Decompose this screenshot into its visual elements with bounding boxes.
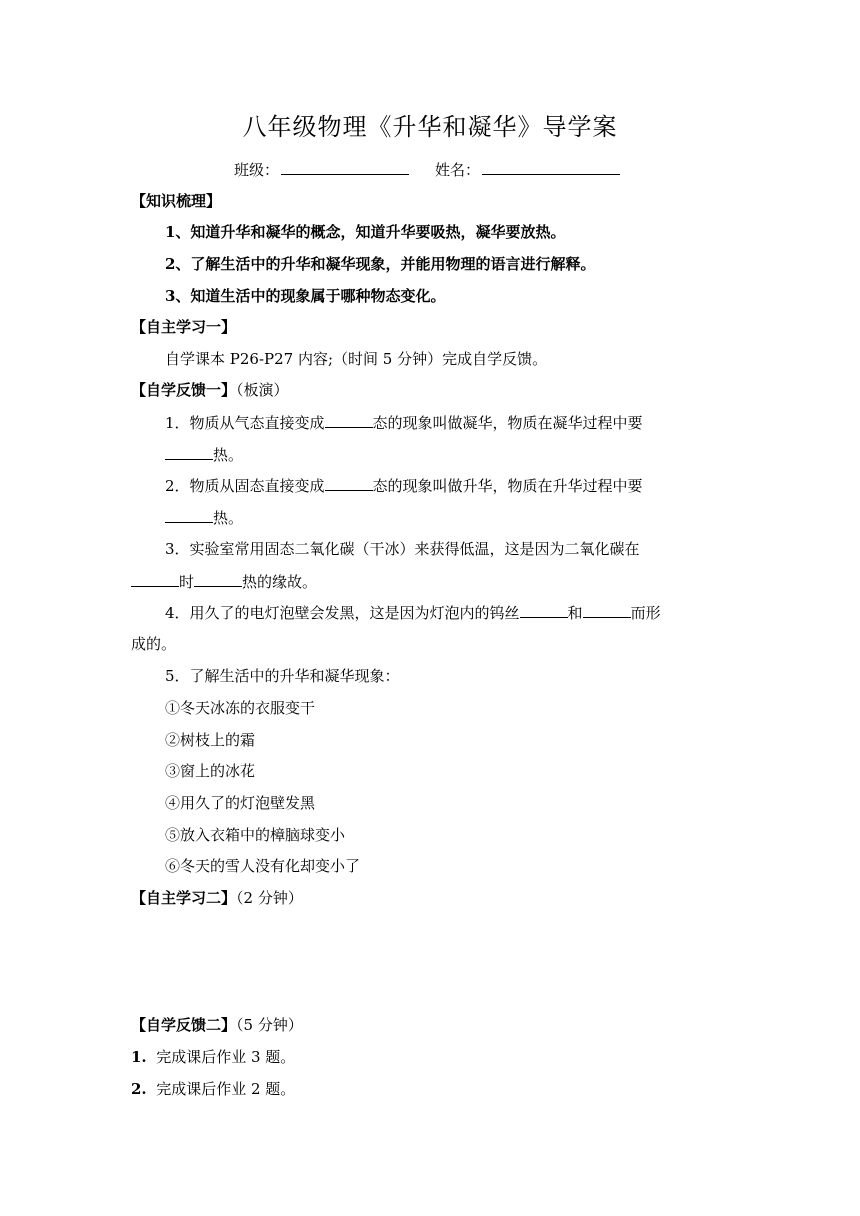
self-study-1-heading: 【自主学习一】 <box>131 318 237 336</box>
phenomenon-item-3: ③窗上的冰花 <box>165 762 256 780</box>
self-study-2-heading: 【自主学习二】 <box>131 889 237 907</box>
question-1-blank-1[interactable] <box>325 411 373 428</box>
question-4-line-1 <box>165 601 661 624</box>
question-1-blank-2[interactable] <box>165 443 213 460</box>
question-3-line-2 <box>131 570 317 593</box>
phenomenon-item-6: ⑥冬天的雪人没有化却变小了 <box>165 857 361 875</box>
feedback-1-heading-line <box>131 379 289 401</box>
question-2-text-b: 态的现象叫做升华，物质在升华过程中要 <box>372 477 643 495</box>
question-4-text-b: 和 <box>567 604 583 622</box>
phenomenon-item-2: ②树枝上的霜 <box>165 731 256 749</box>
name-blank[interactable] <box>482 158 620 175</box>
question-2-text-c: 热。 <box>213 509 244 527</box>
phenomenon-item-4: ④用久了的灯泡壁发黑 <box>165 794 316 812</box>
question-1-text-c: 热。 <box>213 446 244 464</box>
feedback-2-heading-line <box>131 1014 303 1036</box>
self-study-2-heading-line <box>131 887 303 909</box>
question-3-text-b: 时 <box>179 573 195 591</box>
feedback-2-item-1-text: 完成课后作业 3 题。 <box>156 1048 296 1066</box>
feedback-2-note: （5 分钟） <box>236 1016 303 1034</box>
question-2-blank-1[interactable] <box>325 474 373 491</box>
phenomenon-item-1: ①冬天冰冻的衣服变干 <box>165 699 316 717</box>
question-5: 5．了解生活中的升华和凝华现象： <box>165 667 400 685</box>
feedback-2-item-1 <box>131 1046 295 1068</box>
feedback-1-heading: 【自学反馈一】 <box>131 381 237 399</box>
student-info-line <box>234 158 620 181</box>
question-2-line-2 <box>165 506 243 529</box>
feedback-2-item-2-text: 完成课后作业 2 题。 <box>156 1080 296 1098</box>
knowledge-item-1: 1、知道升华和凝华的概念，知道升华要吸热，凝华要放热。 <box>165 223 566 241</box>
question-3-blank-2[interactable] <box>194 570 242 587</box>
question-2-text-a: 2．物质从固态直接变成 <box>165 477 325 495</box>
self-study-2-note: （2 分钟） <box>236 889 303 907</box>
question-4-blank-2[interactable] <box>583 601 631 618</box>
knowledge-item-2: 2、了解生活中的升华和凝华现象，并能用物理的语言进行解释。 <box>165 255 596 273</box>
question-1-text-b: 态的现象叫做凝华，物质在凝华过程中要 <box>372 414 643 432</box>
feedback-2-item-2-num: 2. <box>131 1080 147 1098</box>
feedback-2-item-2 <box>131 1078 295 1100</box>
page-title: 八年级物理《升华和凝华》导学案 <box>242 113 618 141</box>
question-1-line-2 <box>165 443 243 466</box>
question-3-text-c: 热的缘故。 <box>242 573 318 591</box>
phenomenon-item-5: ⑤放入衣箱中的樟脑球变小 <box>165 826 346 844</box>
class-label: 班级： <box>234 161 280 179</box>
question-1-text-a: 1．物质从气态直接变成 <box>165 414 325 432</box>
feedback-1-note: （板演） <box>236 381 289 399</box>
knowledge-item-3: 3、知道生活中的现象属于哪种物态变化。 <box>165 287 446 305</box>
knowledge-heading: 【知识梳理】 <box>131 192 222 210</box>
question-4-blank-1[interactable] <box>520 601 568 618</box>
question-3-blank-1[interactable] <box>131 570 179 587</box>
question-1-line-1 <box>165 411 643 434</box>
question-3-line-1: 3．实验室常用固态二氧化碳（干冰）来获得低温，这是因为二氧化碳在 <box>165 540 640 558</box>
question-4-text-c: 而形 <box>630 604 661 622</box>
feedback-2-heading: 【自学反馈二】 <box>131 1016 237 1034</box>
question-2-blank-2[interactable] <box>165 506 213 523</box>
question-2-line-1 <box>165 474 643 497</box>
class-blank[interactable] <box>281 158 409 175</box>
self-study-1-text: 自学课本 P26-P27 内容;（时间 5 分钟）完成自学反馈。 <box>165 350 548 368</box>
feedback-2-item-1-num: 1. <box>131 1048 147 1066</box>
name-label: 姓名： <box>435 161 481 179</box>
question-4-line-2: 成的。 <box>131 635 177 653</box>
question-4-text-a: 4．用久了的电灯泡壁会发黑，这是因为灯泡内的钨丝 <box>165 604 520 622</box>
